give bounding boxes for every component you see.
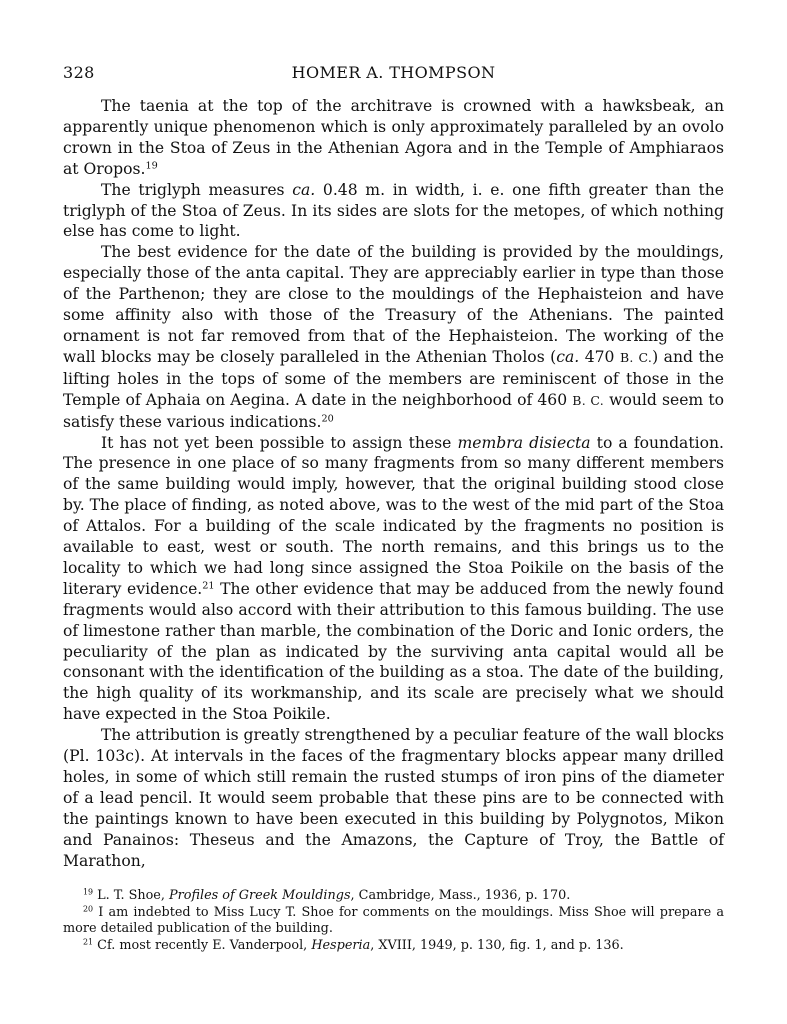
paragraph-3: The best evidence for the date of the building is provided by the mouldings, especially those of the anta capital. They are appreciably earlier in type than those of the Parthenon; they are close to the mouldings of the Hephaisteion and have some affinity also with those of the Treasury of the Athenians. The painted ornament is not far removed from that of the Hephaisteion. The working of the wall blocks may be closely paralleled in the Athenian Tholos (ca. 470 B. C.) and the lifting holes in the tops of some of the members are reminiscent of those in the Temple of Aphaia on Aegina. A date in the neighborhood of 460 B. C. would seem to satisfy these various indications.$^{20}$ <box>63 243 724 431</box>
footnote-ref-19[interactable]: 19 <box>145 160 158 172</box>
footnote-21: $^{21}$ Cf. most recently E. Vanderpool, Hesperia, XVIII, 1949, p. 130, fig. 1, and p. 136. <box>83 937 624 953</box>
paragraph-1: The taenia at the top of the architrave is crowned with a hawksbeak, an apparently unique phenomenon which is only approximately paralleled by an ovolo crown in the Stoa of Zeus in the Athenian Agora and in the Temple of Amphiaraos at Oropos.$^{19}$ <box>63 97 724 178</box>
paragraph-2: The triglyph measures ca. 0.48 m. in width, i. e. one fifth greater than the triglyph of the Stoa of Zeus. In its sides are slots for the metopes, of which nothing else has come to light. <box>63 180 724 241</box>
paragraph-5: The attribution is greatly strengthened by a peculiar feature of the wall blocks (Pl. 103c). At intervals in the faces of the fragmentary blocks appear many drilled holes, in some of which still remain the rusted stumps of iron pins of the diameter of a lead pencil. It would seem probable that these pins are to be connected with the paintings known to have been executed in this building by Polygnotos, Mikon and Panainos: Theseus and the Amazons, the Capture of Troy, the Battle of Marathon, <box>63 726 724 870</box>
page <box>63 60 724 872</box>
running-title: HOMER A. THOMPSON <box>291 63 496 82</box>
running-header <box>63 60 724 86</box>
footnote-20: $^{20}$ I am indebted to Miss Lucy T. Shoe for comments on the mouldings. Miss Shoe will prepare a more detailed publication of the building. <box>63 904 724 937</box>
footnotes <box>63 888 724 954</box>
footnote-ref-21[interactable]: 21 <box>202 580 215 592</box>
body-text <box>63 96 724 872</box>
footnote-ref-20[interactable]: 20 <box>321 413 334 425</box>
page-number: 328 <box>63 63 95 82</box>
footnote-19: $^{19}$ L. T. Shoe, Profiles of Greek Mouldings, Cambridge, Mass., 1936, p. 170. <box>83 887 571 903</box>
paragraph-4: It has not yet been possible to assign these membra disiecta to a foundation. The presence in one place of so many fragments from so many different members of the same building would imply, however, that the original building stood close by. The place of finding, as noted above, was to the west of the mid part of the Stoa of Attalos. For a building of the scale indicated by the fragments no position is available to east, west or south. The north remains, and this brings us to the locality to which we had long since assigned the Stoa Poikile on the basis of the literary evidence.$^{21}$ The other evidence that may be adduced from the newly found fragments would also accord with their attribution to this famous building. The use of limestone rather than marble, the combination of the Doric and Ionic orders, the peculiarity of the plan as indicated by the surviving anta capital would all be consonant with the identification of the building as a stoa. The date of the building, the high quality of its workmanship, and its scale are precisely what we should have expected in the Stoa Poikile. <box>63 433 725 724</box>
